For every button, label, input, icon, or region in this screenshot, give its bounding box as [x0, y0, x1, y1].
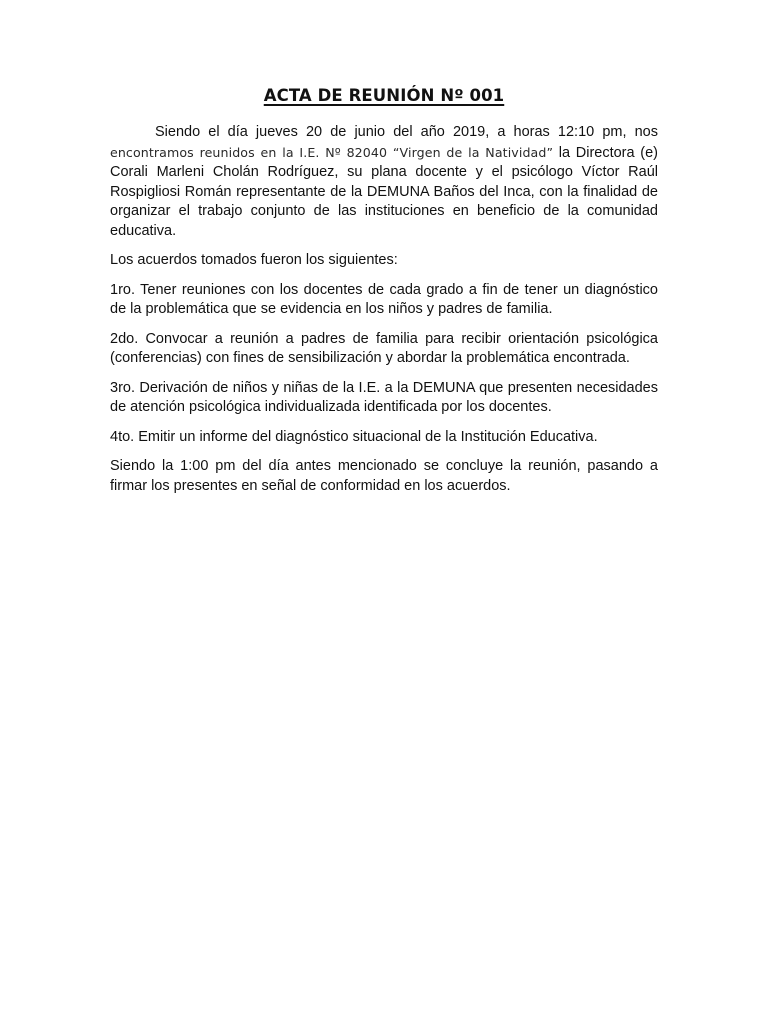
document-body: [110, 123, 658, 506]
document-title: ACTA DE REUNIÓN Nº 001: [263, 86, 505, 105]
agreements-intro: Los acuerdos tomados fueron los siguientes:: [110, 252, 398, 268]
agreement-item-2: 2do. Convocar a reunión a padres de familia para recibir orientación psicológica (conferencias) con fines de sensibilización y abordar la problemática encontrada.: [110, 330, 658, 366]
closing-paragraph: Siendo la 1:00 pm del día antes mencionado se concluye la reunión, pasando a firmar los presentes en señal de conformidad en los acuerdos.: [110, 458, 658, 494]
opening-text-part-3: la Directora (e) Corali Marleni Cholán Rodríguez, su plana docente y el psicólogo Víctor Raúl Rospigliosi Román representante de la DEMUNA Baños del Inca, con la finalidad de organizar el trabajo conjunto de las instituciones en beneficio de la comunidad educativa.: [110, 144, 658, 239]
agreement-item-1: 1ro. Tener reuniones con los docentes de cada grado a fin de tener un diagnóstico de la problemática que se evidencia en los niños y padres de familia.: [110, 281, 658, 317]
opening-text-part-2: encontramos reunidos en la I.E. Nº 82040 “Virgen de la Natividad”: [110, 144, 554, 160]
agreement-item-4: 4to. Emitir un informe del diagnóstico situacional de la Institución Educativa.: [110, 428, 598, 445]
opening-paragraph: [110, 123, 658, 241]
opening-text-part-1: Siendo el día jueves 20 de junio del año 2019, a horas 12:10 pm, nos: [155, 124, 658, 140]
agreement-item-3: 3ro. Derivación de niños y niñas de la I.E. a la DEMUNA que presenten necesidades de atención psicológica individualizada identificada por los docentes.: [110, 379, 658, 415]
